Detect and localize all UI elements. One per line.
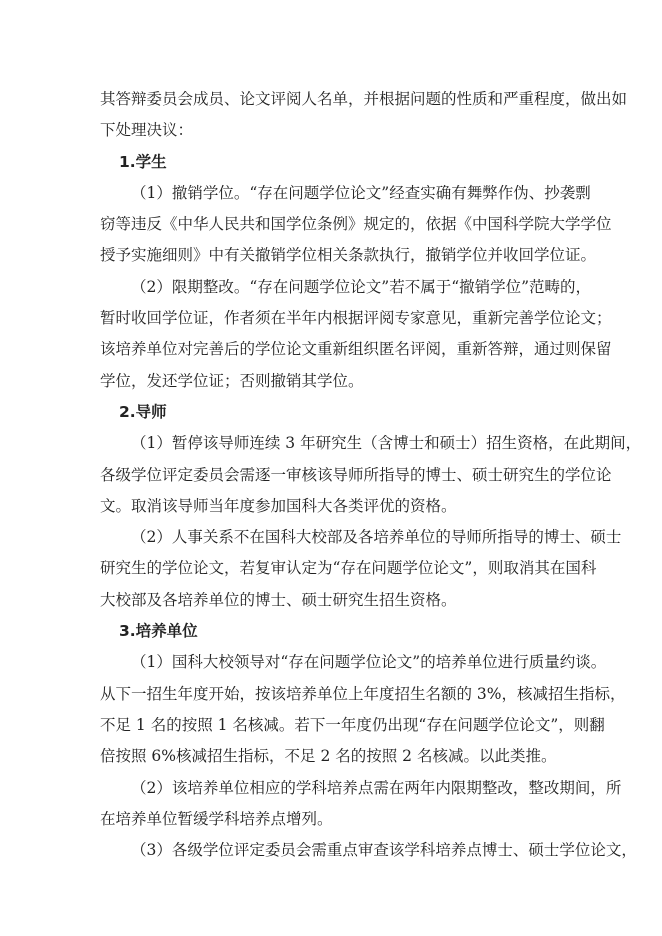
paragraph-line: 研究生的学位论文，若复审认定为“存在问题学位论文”，则取消其在国科 <box>100 559 597 578</box>
paragraph-line: 在培养单位暂缓学科培养点增列。 <box>100 809 333 828</box>
section-heading: 2.导师 <box>119 402 167 421</box>
paragraph-line: （3）各级学位评定委员会需重点审查该学科培养点博士、硕士学位论文， <box>131 841 637 860</box>
paragraph-line: 窃等违反《中华人民共和国学位条例》规定的，依据《中国科学院大学学位 <box>100 215 612 234</box>
document-body <box>100 84 642 866</box>
paragraph-line: 从下一招生年度开始，按该培养单位上年度招生名额的 3%，核减招生指标， <box>100 684 626 703</box>
paragraph-line: （1）国科大校领导对“存在问题学位论文”的培养单位进行质量约谈。 <box>131 653 607 672</box>
section-heading: 1.学生 <box>119 152 167 171</box>
paragraph-line: 下处理决议： <box>100 121 194 140</box>
paragraph-line: （2）该培养单位相应的学科培养点需在两年内限期整改，整改期间，所 <box>131 778 622 797</box>
paragraph-line: 大校部及各培养单位的博士、硕士研究生招生资格。 <box>100 590 457 609</box>
paragraph-line: 暂时收回学位证，作者须在半年内根据评阅专家意见，重新完善学位论文； <box>100 309 612 328</box>
section-heading: 3.培养单位 <box>119 622 198 641</box>
paragraph-line: 授予实施细则》中有关撤销学位相关条款执行，撤销学位并收回学位证。 <box>100 246 597 265</box>
paragraph-line: 不足 1 名的按照 1 名核减。若下一年度仍出现“存在问题学位论文”，则翻 <box>100 715 605 734</box>
paragraph-line: 各级学位评定委员会需逐一审核该导师所指导的博士、硕士研究生的学位论 <box>100 465 612 484</box>
paragraph-line: 文。取消该导师当年度参加国科大各类评优的资格。 <box>100 496 457 515</box>
paragraph-line: 其答辩委员会成员、论文评阅人名单，并根据问题的性质和严重程度，做出如 <box>100 90 628 108</box>
paragraph-line: （2）限期整改。“存在问题学位论文”若不属于“撤销学位”范畴的， <box>131 277 592 296</box>
paragraph-line: （2）人事关系不在国科大校部及各培养单位的导师所指导的博士、硕士 <box>131 528 622 547</box>
paragraph-line: 倍按照 6%核减招生指标，不足 2 名的按照 2 名核减。以此类推。 <box>100 747 557 766</box>
paragraph-line: （1）暂停该导师连续 3 年研究生（含博士和硕士）招生资格，在此期间， <box>131 434 642 453</box>
paragraph-line: （1）撤销学位。“存在问题学位论文”经查实确有舞弊作伪、抄袭剽 <box>131 183 591 202</box>
paragraph-line: 该培养单位对完善后的学位论文重新组织匿名评阅，重新答辩，通过则保留 <box>100 340 612 359</box>
paragraph-line: 学位，发还学位证；否则撤销其学位。 <box>100 371 364 390</box>
